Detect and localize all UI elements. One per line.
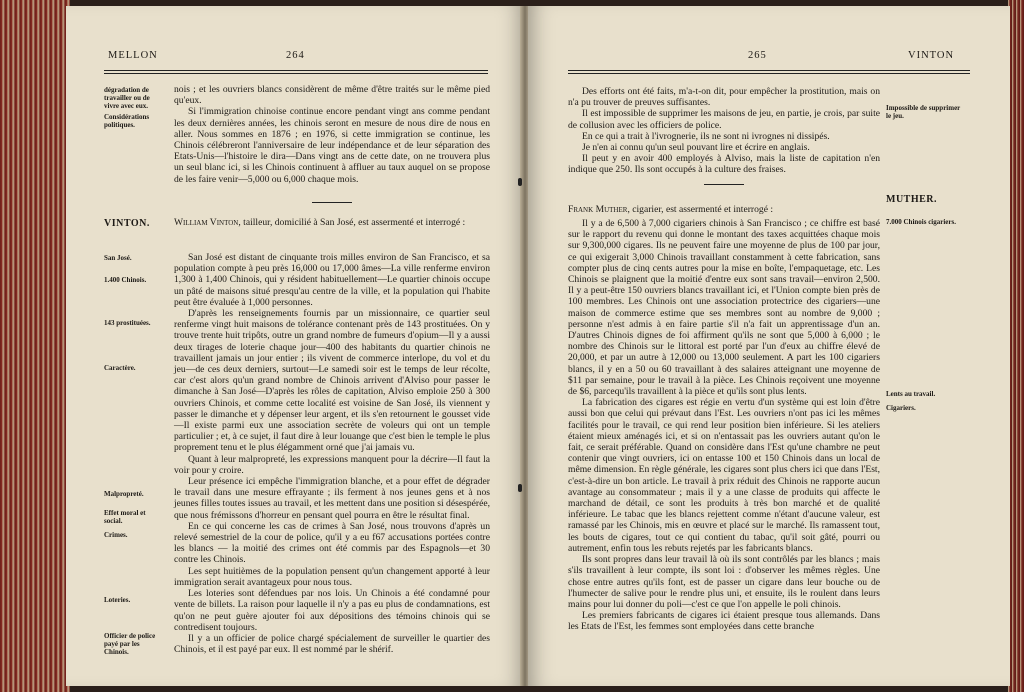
paragraph: Je n'en ai connu qu'un seul pouvant lire et écrire en anglais. [582, 142, 810, 154]
paragraph: Quant à leur malpropreté, les expressions manquent pour la décrire—Il faut la voir pour y croire. [174, 453, 490, 476]
header-rule [568, 70, 970, 71]
binding-clip [518, 178, 522, 186]
paragraph: Les premiers fabricants de cigares ici étaient presque tous allemands. Dans les Etats de l'Est, les femmes sont employées dans cette branche [568, 610, 880, 633]
side-note: Cigariers. [886, 404, 916, 412]
side-note: Considérations politiques. [104, 113, 150, 129]
paragraph: Il y a un officier de police chargé spécialement de surveiller le quartier des Chinois, et il est payé par eux. Il est nommé par le shérif. [174, 632, 490, 656]
paragraph: Les sept huitièmes de la population pensent qu'un changement apporté à leur immigration serait avantageux pour nous tous. [174, 565, 490, 588]
side-note: 143 prostituées. [104, 319, 151, 327]
header-rule-thin [104, 73, 488, 74]
left-page [66, 6, 524, 686]
page-number-right: 265 [748, 50, 767, 61]
section-separator [312, 202, 352, 203]
speaker-intro-text: , cigarier, est assermenté et interrogé : [627, 204, 774, 215]
paragraph: Les loteries sont défendues par nos lois. Un Chinois a été condamné pour vente de billets. La raison pour laquelle il n'y a pas eu plus de condamnations, est qu'on ne peut guère ajouter foi aux dépositions des témoins chinois qui se contredisent toujours. [174, 588, 490, 633]
top-text-block [568, 86, 880, 176]
right-page [528, 6, 1010, 686]
side-note: Caractère. [104, 364, 136, 372]
side-note: Malpropreté. [104, 490, 144, 498]
speaker-name: William Vinton [174, 217, 239, 228]
paragraph: Ils sont propres dans leur travail là où ils sont contrôlés par les blancs ; mais s'ils travaillent à leur compte, ils sont loi : d'observer les mêmes règles. Une chose entre autres qu'ils font, est de passer un cigare dans leur bouche ou de l'humecter de salive pour le rendre plus uni, et ensuite, ils le roulent dans leurs mains pour lui donner du poli—c'est ce que l'on appelle le poli chinois. [568, 554, 880, 610]
side-note: Crimes. [104, 531, 128, 539]
paragraph: En ce qui a trait à l'ivrognerie, ils ne sont ni ivrognes ni dissipés. [582, 130, 830, 142]
speaker-intro-text: , tailleur, domicilié à San José, est assermenté et interrogé : [238, 217, 466, 228]
paragraph: En ce qui concerne les cas de crimes à San José, nous trouvons d'après un relevé semestriel de la cour de police, qu'il y a eu f67 accusations portées contre les blancs — la moitié des crimes ont été commis par des Espagnols—et 30 contre les Chinois. [174, 520, 490, 566]
paragraph: Il est impossible de supprimer les maisons de jeu, en partie, je crois, par suite de collusion avec les officiers de police. [568, 108, 880, 131]
side-note: Loteries. [104, 596, 131, 604]
paragraph: La fabrication des cigares est régie en vertu d'un système qui est loin d'être aussi bon que celui qui prévaut dans l'Est. Les ouvriers n'ont pas ici les mêmes facilités pour le travail, ce qui rend leur position bien inférieure. Si les ateliers étaient mieux aménagés ici, et si on n'entassait pas les ouvriers autant qu'on le fait, ce serait préférable. Quand on considère dans l'Est qu'une chambre ne peut contenir que vingt ouvriers, ici on entasse 100 et 150 Chinois dans un local de même dimension. En règle générale, les cigares sont plus chers ici que dans l'Est, c'est-à-dire un bon article. Le travail à prix réduit des Chinois ne rapporte aucun avantage au consommateur ; mais il y a une classe de produits qui affecte le marchand de détail, ce sont les produits à très bon marché et de qualité inférieure. Le tabac que les blancs rejettent comme n'étant d'aucune valeur, est ramassé par les Chinois, mis en œuvre et placé sur le marché. Ils ramassent tout, les bouts de cigares, tout ce qui contient du tabac, qu'il soit gâté, pourri ou autrement, enfin tous les rebuts rejetés par les fabricants blancs. [568, 397, 880, 554]
side-note: dégradation de travailler ou de vivre avec eux. [104, 86, 150, 110]
speaker-name: Frank Muther [568, 204, 628, 215]
header-rule [104, 70, 488, 71]
speaker-margin-name: VINTON. [104, 218, 150, 229]
side-note: Effet moral et social. [104, 509, 146, 525]
paragraph: Il y a de 6,500 à 7,000 cigariers chinois à San Francisco ; ce chiffre est basé sur le rapport du revenu qui donne le montant des taxes acquittées chaque mois sur 9,300,000 cigares. Ils ne peuvent faire une moyenne de plus de 100 par jour, ce qui exigerait 3,000 Chinois travaillant constamment à cette fabrication, sans compter plus de cinq cents autres pour la mise en boîte, l'empaquetage, etc. Les Chinois se plaignent que la moitié d'entre eux sont sans travail—environ 2,500. Il y a peut-être 150 ouvriers blancs travaillant ici, et l'Union compte bien près de 100 membres. Les Chinois ont une association protectrice des cigariers—une maison de commerce estime que ses membres sont au nombre de 9,000 ; personne n'est admis à en faire partie s'il n'a fait un apprentissage d'un an. D'autres Chinois dignes de foi affirment qu'ils ne sont que 5,000 à 6,000 ; le nombre des Chinois sur le littoral est porté par l'un d'eux au chiffre élevé de 20,000, et par un autre à 12,000 ou 13,000 seulement. A part les 100 cigariers blancs, il y en a 50 ou 60 travaillant à des salaires atteignant une moyenne de $11 par semaine, pour le travail à la pièce. Les Chinois reçoivent une moyenne de $6, parcequ'ils travaillent à la pièce et qu'ils sont plus lents. [568, 218, 880, 398]
paragraph: Si l'immigration chinoise continue encore pendant vingt ans comme pendant les deux dernières années, les chinois seront en mesure de nous dire de nous en aller. Nous sommes en 1876 ; en 1976, si cette immigration se continue, les Chinois célébreront l'anniversaire de leur indépendance et de leur séparation des Etats-Unis—l'histoire le dira—Dans vingt ans de cette date, on ne trouvera plus un seul blanc ici, si les Chinois continuent à affluer au taux auquel on se propose de les faire venir—5,000 ou 6,000 chaque mois. [174, 106, 490, 185]
header-rule-thin [568, 73, 970, 74]
running-header-right: VINTON [908, 50, 955, 61]
body-text-block [174, 252, 490, 655]
binding-clip [518, 484, 522, 492]
speaker-margin-name: MUTHER. [886, 194, 937, 205]
side-note: Lents au travail. [886, 390, 936, 398]
page-edges-right [1008, 0, 1024, 692]
paragraph: San José est distant de cinquante trois milles environ de San Francisco, et sa population compte à peu près 16,000 ou 17,000 âmes—La ville renferme environ 1,300 à 1,400 Chinois, qui y résident habituellement—Le quartier chinois occupe un pâté de maisons situé presqu'au centre de la ville, et la population qui l'habite peut être évaluée à 1,000 personnes. [174, 252, 490, 308]
paragraph: Des efforts ont été faits, m'a-t-on dit, pour empêcher la prostitution, mais on n'a pu trouver de preuves suffisantes. [568, 86, 880, 109]
speaker-intro [174, 217, 490, 228]
page-number-left: 264 [286, 50, 305, 61]
side-note: 7.000 Chinois cigariers. [886, 218, 956, 226]
top-text-block [174, 84, 490, 185]
running-header-left: MELLON [108, 50, 158, 61]
speaker-intro [568, 204, 880, 215]
paragraph: Il peut y en avoir 400 employés à Alviso, mais la liste de capitation n'en indique que 250. Ils sont occupés à la culture des fraises. [568, 153, 880, 176]
section-separator [704, 184, 744, 185]
paragraph: D'après les renseignements fournis par un missionnaire, ce quartier seul renferme vingt huit maisons de tolérance contenant près de 143 prostituées. On y trouve trente huit tripôts, outre un grand nombre de fumeurs d'opium—Il y a aussi deux tirages de loterie chaque jour—400 des habitants du quartier chinois ne travaillent jamais un jour entier ; ils vivent de commerce interlope, du vol et du jeu—de ces deux derniers, surtout—Le samedi soir est le temps de leur récolte, car c'est alors qu'un grand nombre de Chinois arrivent d'Alviso pour passer le dimanche à San José—D'après les rôles de capitation, Alviso emploie 250 à 300 ouvriers Chinois, et comme cette localité est voisine de San José, ils viennent y passer le dimanche et y dépenser leur argent, et ils s'en retournent le gousset vide—Il existe parmi eux une association secrète de voleurs qui ont un temple particulier ; et, à ce sujet, il faut dire à leur louange que c'est bien le temple le plus proprement tenu et le plus élégamment orné que j'ai jamais vu. [174, 308, 490, 454]
body-text-block [568, 218, 880, 633]
side-note: Officier de police payé par les Chinois. [104, 632, 156, 656]
side-note: 1.400 Chinois. [104, 276, 147, 284]
paragraph: Leur présence ici empêche l'immigration blanche, et a pour effet de dégrader le travail dans une mesure effrayante ; ils ferment à nos jeunes gens et à nos jeunes filles toutes issues au travail, et les mettent dans une position si désespérée, que nous frémissons d'horreur en pensant quel pourra en être le résultat final. [174, 476, 490, 521]
page-edges-left [0, 0, 70, 692]
paragraph: nois ; et les ouvriers blancs considèrent de même d'être traités sur le même pied qu'eux. [174, 84, 490, 107]
side-note: Impossible de supprimer le jeu. [886, 104, 961, 120]
side-note: San José. [104, 254, 132, 262]
